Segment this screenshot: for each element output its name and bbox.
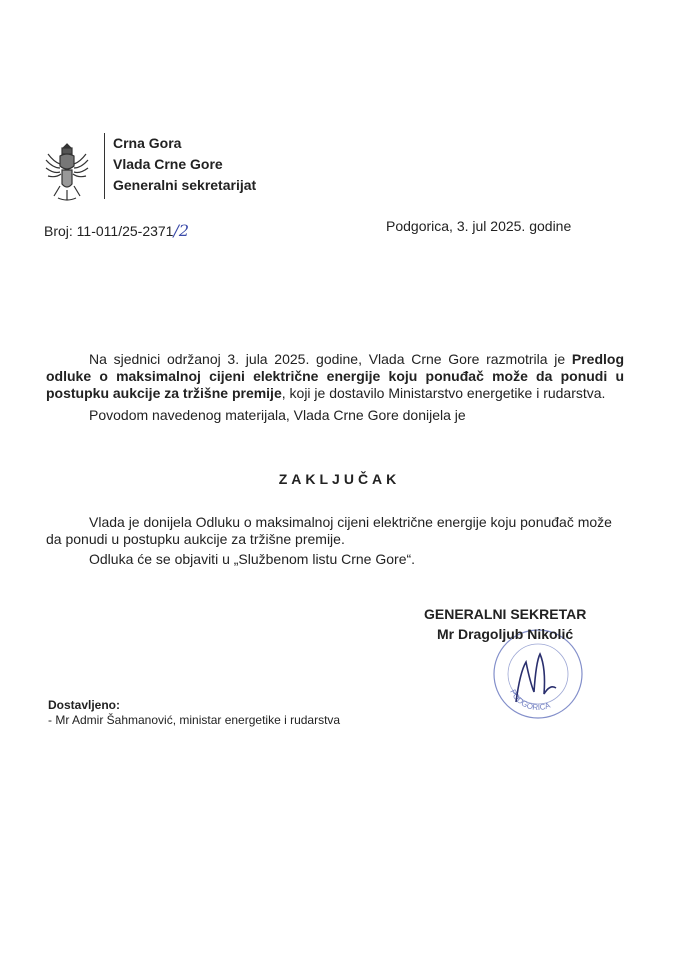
issuer-country: Crna Gora <box>113 135 182 151</box>
place-date: Podgorica, 3. jul 2025. godine <box>386 218 572 234</box>
stamp-text: PODGORICA <box>508 687 552 713</box>
header-divider <box>104 133 105 199</box>
paragraph-intro <box>46 351 624 402</box>
reference-number <box>44 221 189 240</box>
distribution-recipient: - Mr Admir Šahmanović, ministar energetike i rudarstva <box>48 713 341 727</box>
reference-number-text: Broj: 11-011/25-2371 <box>44 223 174 239</box>
conclusion-heading: ZAKLJUČAK <box>278 471 401 487</box>
decision-subject: Predlog odluke o maksimalnoj cijeni električne energije koju ponuđač može da ponudi u postupku aukcije za tržišne premije <box>46 351 624 401</box>
distribution-label: Dostavljeno: <box>48 698 121 712</box>
signatory-name: Mr Dragoljub Nikolić <box>437 626 574 642</box>
paragraph-decision: Vlada je donijela Odluku o maksimalnoj cijeni električne energije koju ponuđač može da ponudi u postupku aukcije za tržišne premije. <box>46 514 612 547</box>
paragraph-intro-start: Na sjednici održanoj 3. jula 2025. godine, Vlada Crne Gore razmotrila je <box>89 351 572 367</box>
paragraph-publication: Odluka će se objaviti u „Službenom listu Crne Gore“. <box>89 551 416 567</box>
paragraph-intro-end: , koji je dostavilo Ministarstvo energetike i rudarstva. <box>281 385 606 401</box>
handwritten-suffix: /2 <box>173 221 190 240</box>
signatory-title: GENERALNI SEKRETAR <box>424 606 587 622</box>
issuer-block <box>113 133 256 196</box>
signature-scribble <box>516 654 556 702</box>
paragraph-adopted: Povodom navedenog materijala, Vlada Crne Gore donijela je <box>89 407 466 423</box>
issuer-government: Vlada Crne Gore <box>113 156 223 172</box>
issuer-department: Generalni sekretarijat <box>113 177 257 193</box>
coat-of-arms-icon <box>40 140 94 204</box>
